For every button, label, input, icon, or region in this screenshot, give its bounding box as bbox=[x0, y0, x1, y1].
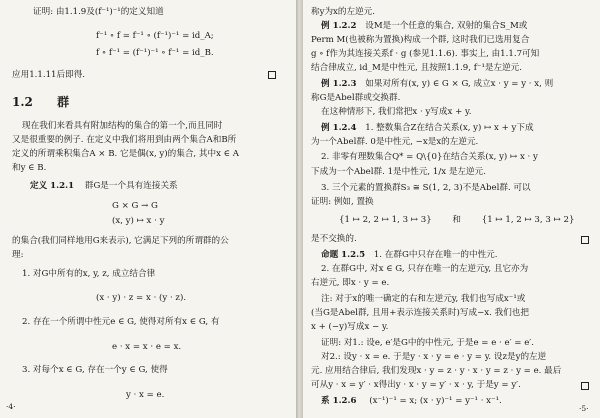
definition-map-1: G × G → G bbox=[112, 201, 158, 211]
left-inverse-line: 称y为x的左逆元. bbox=[311, 7, 375, 17]
end-of-proof-icon bbox=[581, 382, 589, 390]
example-text: 为一个Abel群. 0是中性元, −x是x的左逆元. bbox=[311, 137, 479, 147]
section-title: 群 bbox=[57, 95, 70, 109]
example-text: 3. 三个元素的置换群S₃ ≅ S(1, 2, 3)不是Abel群. 可以 bbox=[321, 183, 531, 193]
example-text: g ∘ f作为其连接关系f · g (参见1.1.6). 事实上, 由1.1.7可知 bbox=[311, 49, 540, 59]
example-1-2-2 bbox=[321, 20, 527, 32]
page-number: ·4· bbox=[6, 402, 16, 411]
axiom-3-formula: y · x = e. bbox=[126, 390, 165, 400]
proposition-text: 2. 在群G中, 对x ∈ G, 只存在唯一的左逆元y, 且它亦为 bbox=[321, 264, 529, 274]
example-text: 如果对所有(x, y) ∈ G × G, 成立x · y = y · x, 则 bbox=[365, 79, 554, 89]
example-text: 证明: 例如, 置换 bbox=[311, 197, 374, 207]
note-text: 注: 对于x的唯一确定的右和左逆元y, 我们也写成x⁻¹或 bbox=[321, 294, 526, 304]
example-text: 下成为一个Abel群. 1是中性元, 1/x 是左逆元. bbox=[311, 167, 486, 177]
example-label: 例 1.2.2 bbox=[321, 21, 357, 31]
axiom-1-text: 1. 对G中所有的x, y, z, 成立结合律 bbox=[22, 269, 156, 279]
and-word: 和 bbox=[452, 215, 462, 225]
definition-label: 定义 1.2.1 bbox=[30, 181, 75, 191]
equation-2: f ∘ f⁻¹ = (f⁻¹)⁻¹ ∘ f⁻¹ = id_B. bbox=[96, 48, 214, 58]
proof-intro: 证明: 由1.1.9及(f⁻¹)⁻¹的定义知道 bbox=[33, 7, 164, 17]
paragraph-line: 又是很重要的例子. 在定义中我们将用到由两个集合A和B所 bbox=[12, 135, 237, 145]
book-gutter bbox=[296, 0, 303, 418]
example-1-2-4 bbox=[321, 122, 534, 134]
example-text: 1. 整数集合Z在结合关系(x, y) ↦ x + y下成 bbox=[365, 123, 534, 133]
example-text: 称G是Abel群或交换群. bbox=[311, 93, 401, 103]
definition-continued-2: 理: bbox=[12, 250, 24, 260]
paragraph-line: 现在我们来看具有附加结构的集合的第一个,而且同时 bbox=[22, 121, 223, 131]
proposition-label: 命题 1.2.5 bbox=[321, 250, 366, 260]
proof-text: 元. 应用结合律后, 我们发现x · y = z · y · x · y = z · y = e. 最后 bbox=[311, 366, 562, 376]
paragraph-line: 和y ∈ B. bbox=[12, 163, 47, 173]
axiom-3-text: 3. 对每个x ∈ G, 存在一个y ∈ G, 使得 bbox=[22, 365, 168, 375]
apply-text: 应用1.1.11后即得. bbox=[12, 70, 86, 80]
proposition-text: 右逆元, 即x · y = e. bbox=[311, 278, 390, 288]
page-number: ·5· bbox=[579, 404, 589, 413]
permutation-formula bbox=[339, 214, 574, 226]
proof-text: 对2.: 设y · x = e. 于是y · x · y = e · y = y. 设z是y的左逆 bbox=[321, 352, 547, 362]
end-of-proof-icon bbox=[268, 71, 276, 79]
corollary-formula: (x⁻¹)⁻¹ = x; (x · y)⁻¹ = y⁻¹ · x⁻¹. bbox=[369, 396, 502, 406]
example-text: 2. 非零有理数集合Q* = Q\{0}在结合关系(x, y) ↦ x · y bbox=[321, 152, 538, 162]
definition-line bbox=[30, 180, 178, 192]
definition-text: 群G是一个具有连接关系 bbox=[84, 181, 178, 191]
axiom-2-text: 2. 存在一个所谓中性元e ∈ G, 使得对所有x ∈ G, 有 bbox=[22, 317, 220, 327]
permutation-2: {1 ↦ 1, 2 ↦ 3, 3 ↦ 2} bbox=[481, 215, 575, 225]
corollary-1-2-6 bbox=[321, 395, 502, 407]
permutation-1: {1 ↦ 2, 2 ↦ 1, 3 ↦ 3} bbox=[339, 215, 432, 225]
proof-text: 可从y · x = y′ · x得出y · x · y = y′ · x · y, 于是y = y′. bbox=[311, 380, 521, 390]
axiom-2-formula: e · x = x · e = x. bbox=[112, 342, 182, 352]
equation-1: f⁻¹ ∘ f = f⁻¹ ∘ (f⁻¹)⁻¹ = id_A; bbox=[96, 31, 214, 41]
section-number: 1.2 bbox=[12, 95, 33, 109]
axiom-1-formula: (x · y) · z = x · (y · z). bbox=[96, 293, 187, 303]
example-1-2-3 bbox=[321, 78, 553, 90]
section-heading bbox=[12, 94, 69, 111]
definition-map-2: (x, y) ↦ x · y bbox=[112, 216, 165, 226]
proposition-text: 1. 在群G中只存在唯一的中性元. bbox=[373, 250, 498, 260]
proof-text: 证明: 对1.: 设e, e′是G中的中性元, 于是e = e · e′ = e′. bbox=[321, 338, 534, 348]
example-label: 例 1.2.4 bbox=[321, 123, 357, 133]
corollary-label: 系 1.2.6 bbox=[321, 396, 357, 406]
paragraph-line: 定义的所谓乘积集合A × B. 它是偶(x, y)的集合, 其中x ∈ A bbox=[12, 149, 239, 159]
proposition-1-2-5 bbox=[321, 249, 498, 261]
not-commute-text: 是不交换的. bbox=[311, 234, 357, 244]
end-of-example-icon bbox=[581, 236, 589, 244]
definition-continued: 的集合(我们同样地用G来表示), 它满足下列的所谓群的公 bbox=[12, 236, 229, 246]
left-page bbox=[0, 0, 296, 418]
example-text: 在这种情形下, 我们常把x · y写成x + y. bbox=[321, 107, 472, 117]
note-text: x + (−y)写成x − y. bbox=[311, 322, 389, 332]
note-text: (当G是Abel群, 且用+表示连接关系时)写成−x. 我们也把 bbox=[311, 308, 529, 318]
example-label: 例 1.2.3 bbox=[321, 79, 357, 89]
example-text: 结合律成立, id_M是中性元, 且按照1.1.9, f⁻¹是左逆元. bbox=[311, 63, 522, 73]
example-text: Perm M(也被称为置换)构成一个群, 这时我们已选用复合 bbox=[311, 35, 530, 45]
right-page bbox=[303, 0, 600, 418]
example-text: 设M是一个任意的集合, 双射的集合S_M或 bbox=[365, 21, 528, 31]
